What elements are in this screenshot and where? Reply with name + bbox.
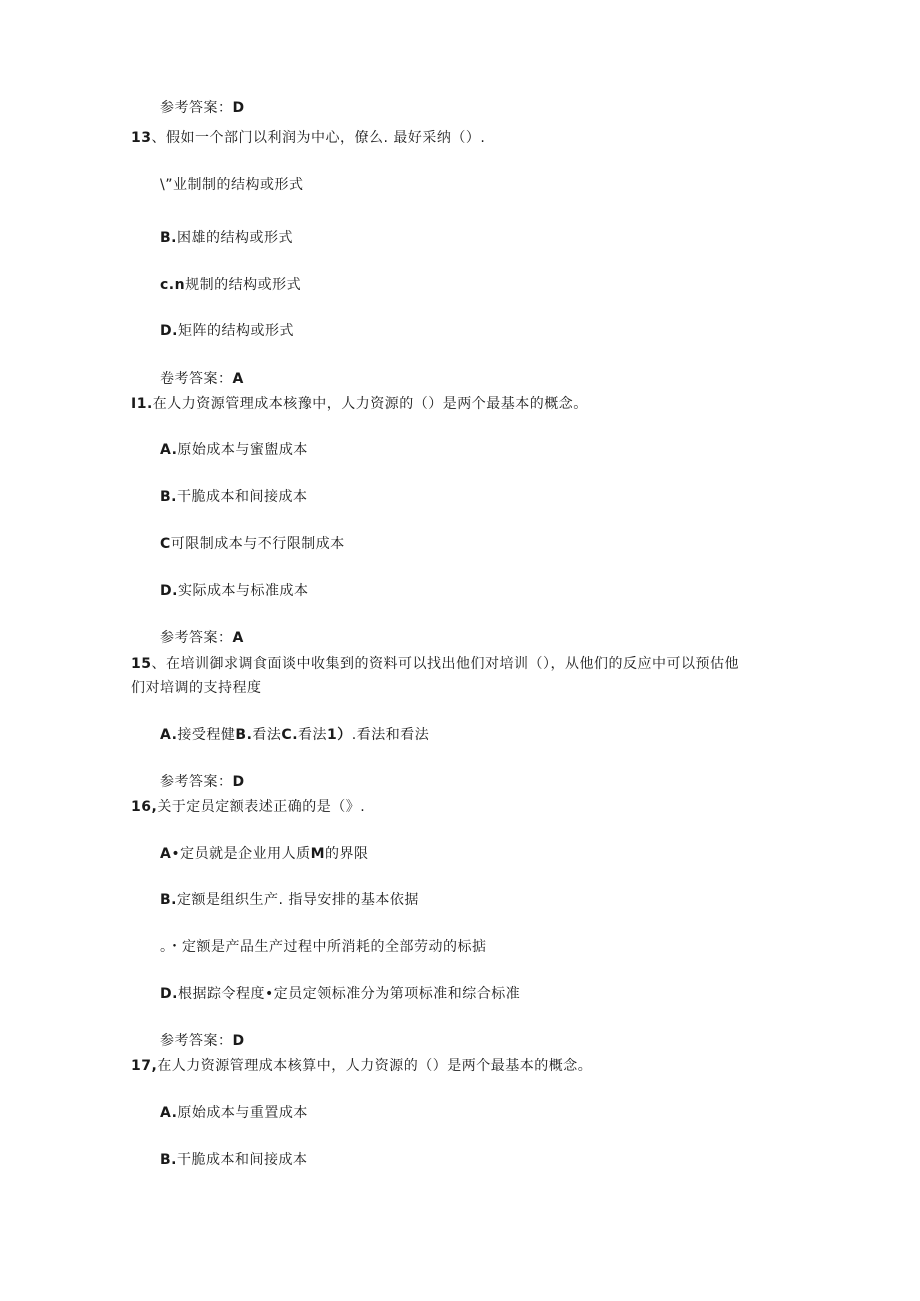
answer-value: A (232, 371, 244, 387)
question-number: 16, (131, 799, 158, 815)
option-d-text: .看法和看法 (351, 727, 430, 743)
option-text: \”业制制的结构或形式 (160, 177, 304, 193)
option-letter: c.n (160, 277, 186, 293)
option-d (160, 985, 520, 1003)
option-text: 干脆成本和间接成本 (177, 1152, 308, 1168)
option-b-letter: B. (235, 727, 253, 743)
question-15-continued (131, 679, 262, 697)
option-letter: B. (160, 1152, 177, 1168)
answer-line (160, 99, 245, 117)
option-text: 。・定额是产品生产过程中所消耗的全部劳动的标掂 (160, 939, 487, 955)
option-c (160, 535, 345, 553)
option-text: 困雄的结构或形式 (177, 230, 293, 246)
question-14 (131, 395, 588, 413)
option-a (160, 441, 308, 459)
question-13 (131, 129, 485, 147)
answer-line (160, 773, 245, 791)
answer-value: D (232, 1033, 245, 1049)
option-text: 的界限 (325, 846, 369, 862)
answer-line (160, 370, 244, 388)
option-letter: B. (160, 489, 177, 505)
option-letter: B. (160, 230, 177, 246)
question-text: 、在培训御求调食面谈中收集到的资料可以找出他们对培训（），从他们的反应中可以预估他 (151, 656, 739, 672)
option-a-letter: A. (160, 727, 178, 743)
question-text: 关于定员定额表述正确的是（》. (157, 799, 366, 815)
option-text: 规制的结构或形式 (185, 277, 302, 293)
question-number: I1. (131, 396, 153, 412)
option-text: 实际成本与标准成本 (177, 583, 309, 599)
option-letter: D. (160, 323, 178, 339)
option-text: 定额是组织生产. 指导安排的基本依据 (177, 892, 419, 908)
answer-line (160, 629, 244, 647)
option-text: •定员就是企业用人质 (171, 846, 311, 862)
option-b (160, 891, 419, 909)
option-c (160, 938, 487, 956)
option-a-text: 接受程健 (177, 727, 236, 743)
option-letter: A. (160, 1105, 178, 1121)
option-a (160, 845, 369, 863)
option-text: 原始成本与重置成本 (177, 1105, 308, 1121)
answer-label: 参考答案： (160, 630, 233, 646)
answer-line (160, 1032, 245, 1050)
question-text: 在人力资源管理成本核算中，人力资源的（）是两个最基本的概念。 (157, 1058, 593, 1074)
option-c (160, 276, 301, 294)
option-letter: C (160, 536, 171, 552)
option-b (160, 1151, 308, 1169)
answer-value: D (232, 774, 245, 790)
option-d (160, 582, 308, 600)
question-15 (131, 655, 739, 673)
answer-label: 参考答案： (160, 774, 233, 790)
answer-label: 参考答案： (160, 100, 233, 116)
question-text: 、假如一个部门以利润为中心，僚么. 最好采纳（）. (151, 130, 486, 146)
option-letter: B. (160, 892, 177, 908)
option-text: 可限制成本与不行限制成本 (170, 536, 345, 552)
question-number: 15 (131, 656, 152, 672)
answer-value: D (232, 100, 245, 116)
answer-label: 参考答案： (160, 1033, 233, 1049)
option-text: 原始成本与蜜盥成本 (177, 442, 308, 458)
option-letter: D. (160, 583, 178, 599)
option-letter: D. (160, 986, 178, 1002)
option-d-letter: 1） (327, 727, 352, 743)
option-letter: A. (160, 442, 178, 458)
option-letter: A (160, 846, 172, 862)
option-b (160, 229, 293, 247)
question-16 (131, 798, 365, 816)
option-d (160, 322, 294, 340)
option-c-letter: C. (281, 727, 299, 743)
option-b-text: 看法 (252, 727, 282, 743)
option-a (160, 176, 303, 194)
option-c-text: 看法 (298, 727, 328, 743)
question-text: 在人力资源管理成本核豫中，人力资源的（）是两个最基本的概念。 (152, 396, 588, 412)
answer-label: 卷考答案： (160, 371, 233, 387)
option-text: 干脆成本和间接成本 (177, 489, 308, 505)
option-text: 矩阵的结构或形式 (177, 323, 294, 339)
option-text: 根据踪令程度•定员定领标准分为第项标准和综合标准 (177, 986, 521, 1002)
question-17 (131, 1057, 592, 1075)
option-a (160, 1104, 308, 1122)
question-text: 们对培调的支持程度 (131, 680, 262, 696)
question-number: 13 (131, 130, 152, 146)
answer-value: A (232, 630, 244, 646)
option-b (160, 488, 308, 506)
options-line (160, 726, 429, 744)
question-number: 17, (131, 1058, 158, 1074)
option-text-bold: M (310, 846, 326, 862)
